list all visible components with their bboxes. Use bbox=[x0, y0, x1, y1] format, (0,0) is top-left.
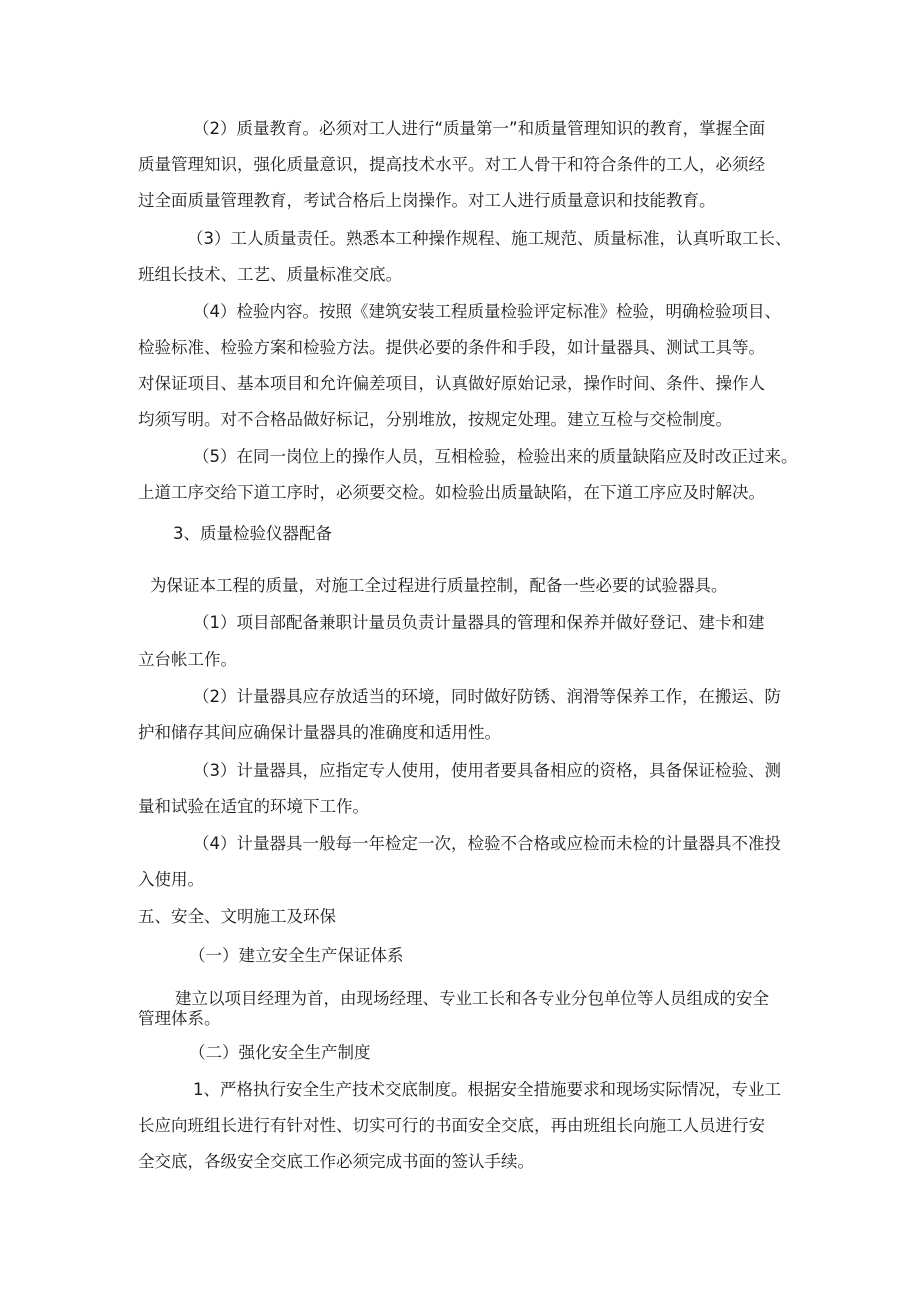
text-line: 管理体系。 bbox=[138, 1009, 221, 1028]
subsection-heading: （一）建立安全生产保证体系 bbox=[189, 946, 404, 965]
text-line: 对保证项目、基本项目和允许偏差项目，认真做好原始记录，操作时间、条件、操作人 bbox=[138, 374, 765, 393]
section-heading: 3、质量检验仪器配备 bbox=[173, 524, 332, 543]
text-line: 均须写明。对不合格品做好标记，分别堆放，按规定处理。建立互检与交检制度。 bbox=[138, 410, 732, 429]
text-line: （4）计量器具一般每一年检定一次，检验不合格或应检而未检的计量器具不准投 bbox=[193, 834, 781, 853]
chapter-heading: 五、安全、文明施工及环保 bbox=[138, 907, 336, 926]
text-line: 过全面质量管理教育，考试合格后上岗操作。对工人进行质量意识和技能教育。 bbox=[138, 191, 716, 210]
text-line: 质量管理知识，强化质量意识，提高技术水平。对工人骨干和符合条件的工人，必须经 bbox=[138, 155, 765, 174]
text-line: 量和试验在适宜的环境下工作。 bbox=[138, 797, 369, 816]
text-line: 为保证本工程的质量，对施工全过程进行质量控制，配备一些必要的试验器具。 bbox=[150, 576, 728, 595]
text-line: （5）在同一岗位上的操作人员，互相检验，检验出来的质量缺陷应及时改正过来。 bbox=[193, 447, 798, 466]
text-line: 1、严格执行安全生产技术交底制度。根据安全措施要求和现场实际情况，专业工 bbox=[193, 1080, 781, 1099]
text-line: 建立以项目经理为首，由现场经理、专业工长和各专业分包单位等人员组成的安全 bbox=[175, 989, 769, 1008]
text-line: 立台帐工作。 bbox=[138, 650, 237, 669]
text-line: （3）工人质量责任。熟悉本工种操作规程、施工规范、质量标准，认真听取工长、 bbox=[187, 229, 792, 248]
subsection-heading: （二）强化安全生产制度 bbox=[189, 1043, 371, 1062]
text-line: （2）计量器具应存放适当的环境，同时做好防锈、润滑等保养工作，在搬运、防 bbox=[193, 687, 781, 706]
text-line: 长应向班组长进行有针对性、切实可行的书面安全交底，再由班组长向施工人员进行安 bbox=[138, 1116, 765, 1135]
text-line: 护和储存其间应确保计量器具的准确度和适用性。 bbox=[138, 723, 501, 742]
text-line: 上道工序交给下道工序时，必须要交检。如检验出质量缺陷，在下道工序应及时解决。 bbox=[138, 483, 765, 502]
text-line: 入使用。 bbox=[138, 870, 204, 889]
text-line: （3）计量器具，应指定专人使用，使用者要具备相应的资格，具备保证检验、测 bbox=[193, 761, 781, 780]
text-line: 检验标准、检验方案和检验方法。提供必要的条件和手段，如计量器具、测试工具等。 bbox=[138, 338, 765, 357]
text-line: （4）检验内容。按照《建筑安装工程质量检验评定标准》检验，明确检验项目、 bbox=[193, 302, 781, 321]
text-line: 班组长技术、工艺、质量标准交底。 bbox=[138, 265, 402, 284]
text-line: （2）质量教育。必须对工人进行“质量第一”和质量管理知识的教育，掌握全面 bbox=[193, 119, 766, 138]
text-line: （1）项目部配备兼职计量员负责计量器具的管理和保养并做好登记、建卡和建 bbox=[193, 613, 765, 632]
text-line: 全交底，各级安全交底工作必须完成书面的签认手续。 bbox=[138, 1152, 534, 1171]
